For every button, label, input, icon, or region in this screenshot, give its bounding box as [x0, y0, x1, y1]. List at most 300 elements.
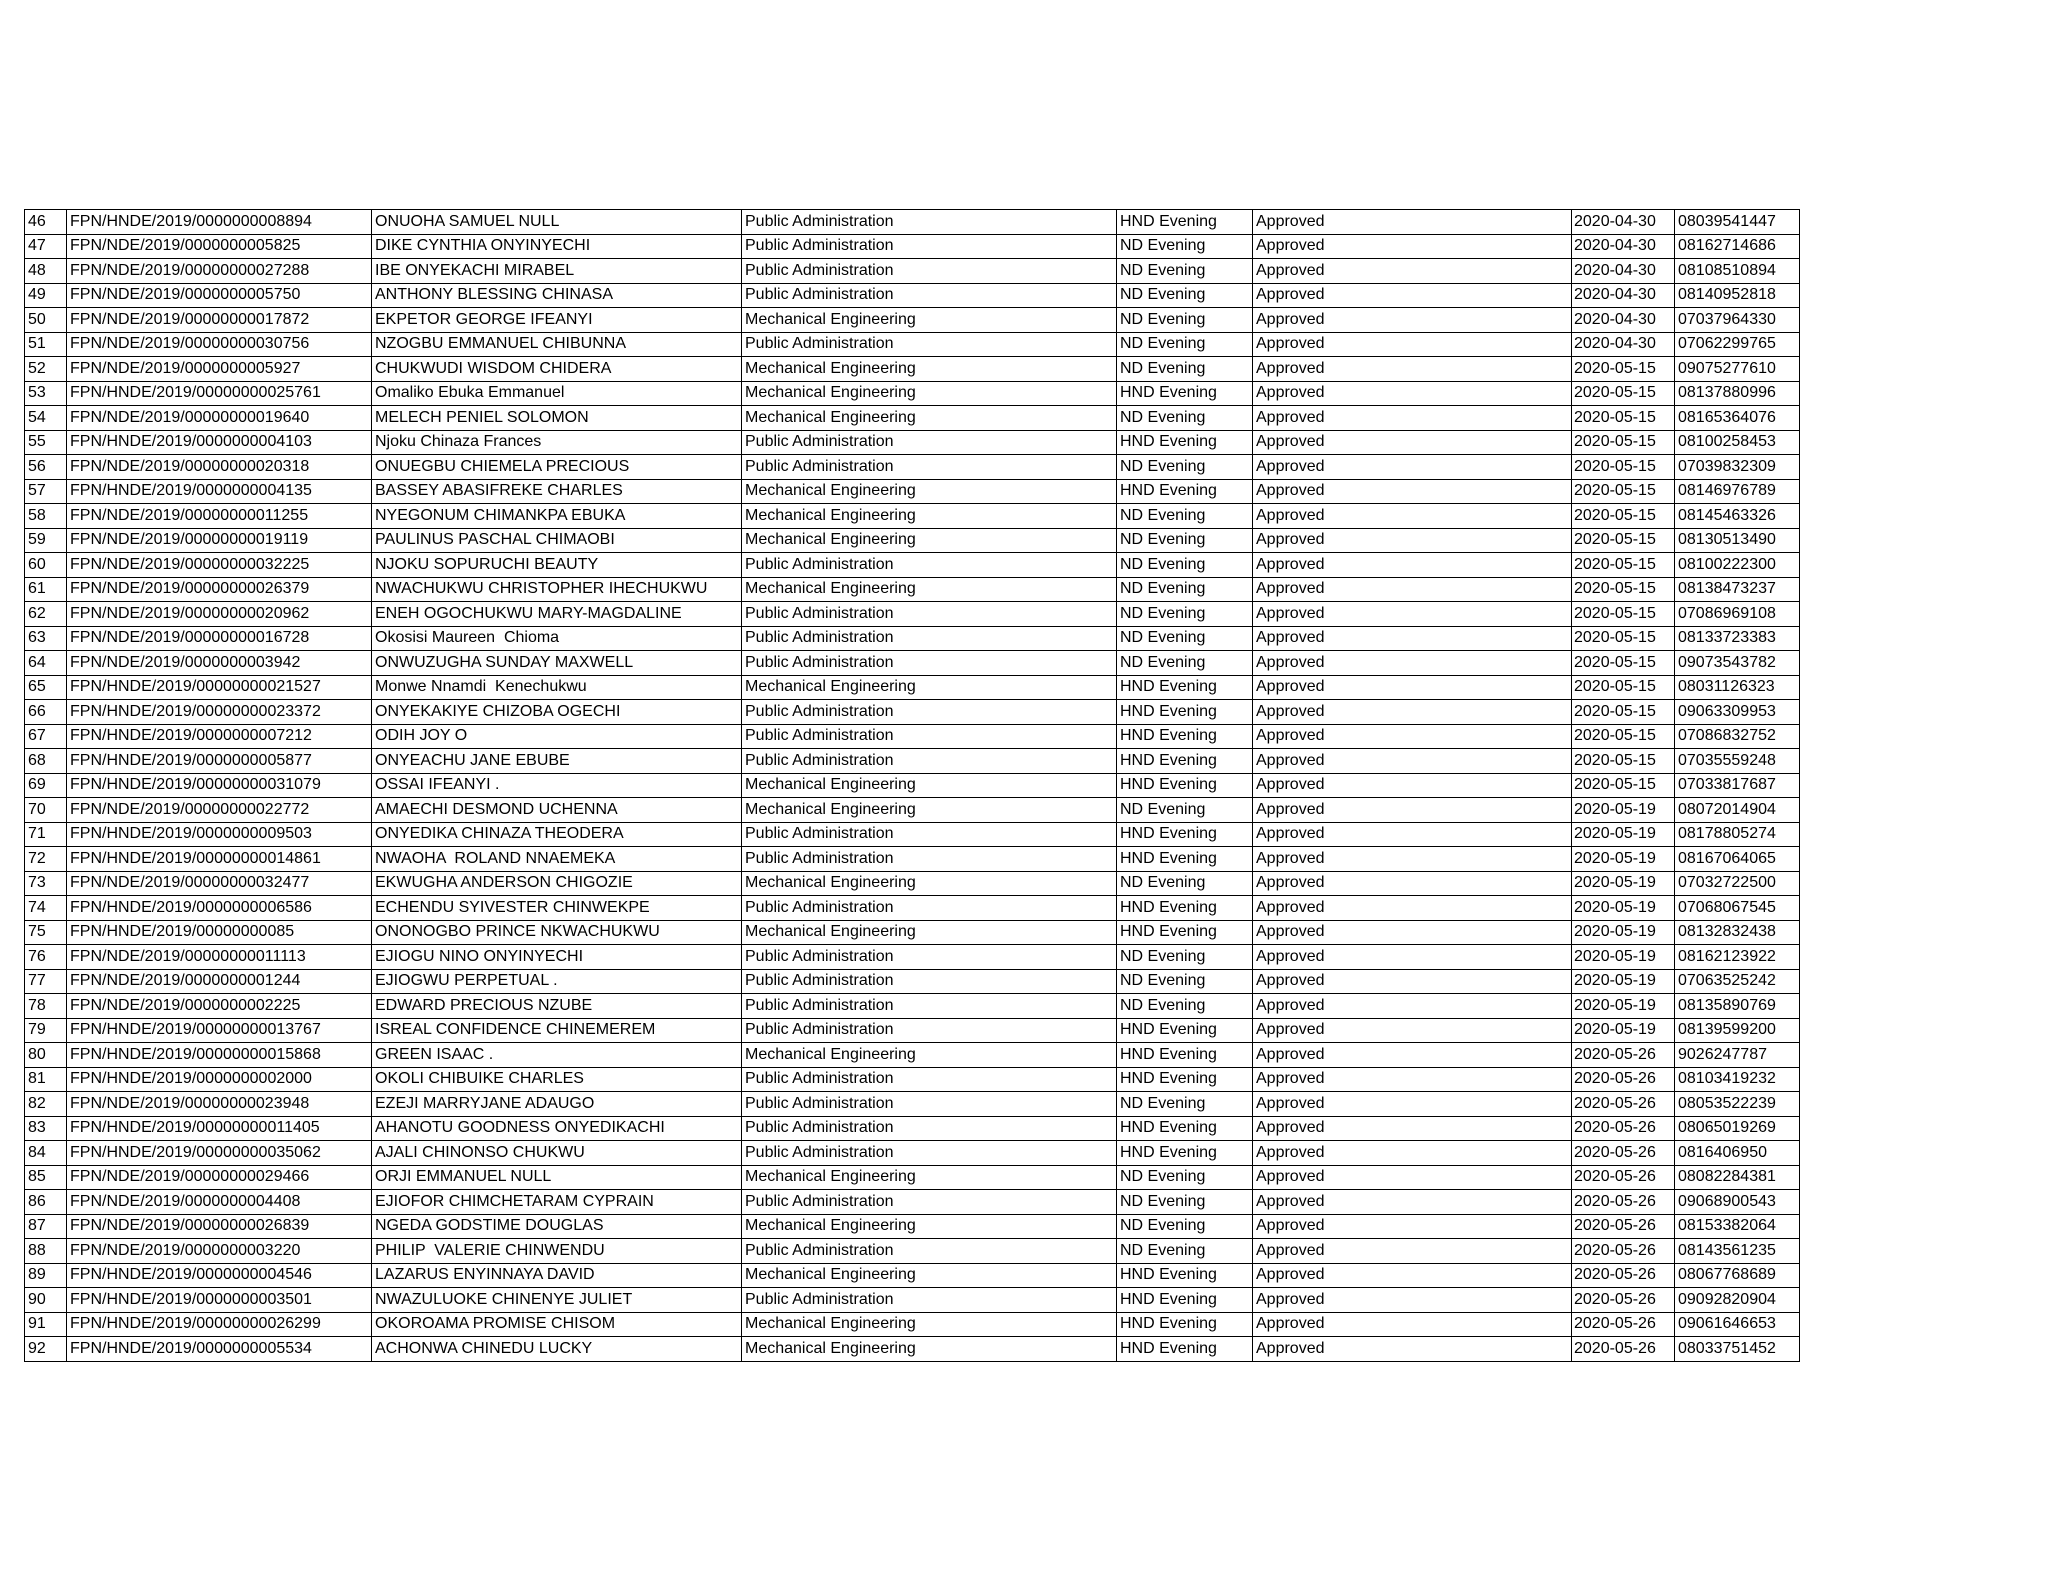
matric-number-cell: FPN/NDE/2019/00000000029466 — [67, 1165, 372, 1190]
matric-number-cell: FPN/NDE/2019/00000000017872 — [67, 308, 372, 333]
date-cell: 2020-05-15 — [1572, 430, 1675, 455]
student-name-cell: ACHONWA CHINEDU LUCKY — [372, 1337, 742, 1362]
table-row — [25, 283, 1800, 308]
row-number-cell: 90 — [25, 1288, 67, 1313]
status-cell: Approved — [1253, 920, 1572, 945]
programme-cell: ND Evening — [1117, 1165, 1253, 1190]
phone-number-cell: 07039832309 — [1675, 455, 1800, 480]
matric-number-cell: FPN/NDE/2019/00000000022772 — [67, 798, 372, 823]
row-number-cell: 82 — [25, 1092, 67, 1117]
row-number-cell: 48 — [25, 259, 67, 284]
row-number-cell: 59 — [25, 528, 67, 553]
programme-cell: HND Evening — [1117, 1312, 1253, 1337]
programme-cell: HND Evening — [1117, 381, 1253, 406]
table-row — [25, 234, 1800, 259]
department-cell: Mechanical Engineering — [742, 479, 1117, 504]
department-cell: Public Administration — [742, 994, 1117, 1019]
status-cell: Approved — [1253, 1141, 1572, 1166]
table-row — [25, 210, 1800, 235]
row-number-cell: 52 — [25, 357, 67, 382]
date-cell: 2020-04-30 — [1572, 283, 1675, 308]
table-row — [25, 994, 1800, 1019]
table-row — [25, 332, 1800, 357]
matric-number-cell: FPN/NDE/2019/00000000020318 — [67, 455, 372, 480]
table-row — [25, 920, 1800, 945]
date-cell: 2020-05-15 — [1572, 651, 1675, 676]
matric-number-cell: FPN/NDE/2019/0000000005825 — [67, 234, 372, 259]
phone-number-cell: 09075277610 — [1675, 357, 1800, 382]
phone-number-cell: 07063525242 — [1675, 969, 1800, 994]
row-number-cell: 73 — [25, 871, 67, 896]
phone-number-cell: 07032722500 — [1675, 871, 1800, 896]
phone-number-cell: 08146976789 — [1675, 479, 1800, 504]
row-number-cell: 68 — [25, 749, 67, 774]
phone-number-cell: 07086832752 — [1675, 724, 1800, 749]
status-cell: Approved — [1253, 602, 1572, 627]
date-cell: 2020-05-15 — [1572, 381, 1675, 406]
student-name-cell: NYEGONUM CHIMANKPA EBUKA — [372, 504, 742, 529]
table-row — [25, 357, 1800, 382]
table-row — [25, 479, 1800, 504]
matric-number-cell: FPN/NDE/2019/0000000002225 — [67, 994, 372, 1019]
matric-number-cell: FPN/NDE/2019/00000000016728 — [67, 626, 372, 651]
date-cell: 2020-05-15 — [1572, 700, 1675, 725]
phone-number-cell: 08135890769 — [1675, 994, 1800, 1019]
approval-table — [24, 209, 1800, 1362]
row-number-cell: 51 — [25, 332, 67, 357]
status-cell: Approved — [1253, 528, 1572, 553]
matric-number-cell: FPN/NDE/2019/00000000032477 — [67, 871, 372, 896]
date-cell: 2020-05-26 — [1572, 1116, 1675, 1141]
programme-cell: HND Evening — [1117, 1141, 1253, 1166]
programme-cell: HND Evening — [1117, 920, 1253, 945]
date-cell: 2020-05-19 — [1572, 798, 1675, 823]
student-name-cell: CHUKWUDI WISDOM CHIDERA — [372, 357, 742, 382]
matric-number-cell: FPN/NDE/2019/00000000011113 — [67, 945, 372, 970]
phone-number-cell: 08133723383 — [1675, 626, 1800, 651]
phone-number-cell: 08100222300 — [1675, 553, 1800, 578]
matric-number-cell: FPN/HNDE/2019/0000000002000 — [67, 1067, 372, 1092]
student-name-cell: GREEN ISAAC . — [372, 1043, 742, 1068]
status-cell: Approved — [1253, 1312, 1572, 1337]
table-row — [25, 798, 1800, 823]
department-cell: Public Administration — [742, 283, 1117, 308]
table-row — [25, 1190, 1800, 1215]
status-cell: Approved — [1253, 1018, 1572, 1043]
department-cell: Mechanical Engineering — [742, 1337, 1117, 1362]
date-cell: 2020-05-15 — [1572, 602, 1675, 627]
programme-cell: ND Evening — [1117, 577, 1253, 602]
programme-cell: ND Evening — [1117, 602, 1253, 627]
date-cell: 2020-05-26 — [1572, 1092, 1675, 1117]
row-number-cell: 78 — [25, 994, 67, 1019]
phone-number-cell: 08067768689 — [1675, 1263, 1800, 1288]
programme-cell: HND Evening — [1117, 210, 1253, 235]
row-number-cell: 57 — [25, 479, 67, 504]
table-row — [25, 1092, 1800, 1117]
table-row — [25, 504, 1800, 529]
matric-number-cell: FPN/HNDE/2019/0000000006586 — [67, 896, 372, 921]
department-cell: Public Administration — [742, 822, 1117, 847]
phone-number-cell: 0816406950 — [1675, 1141, 1800, 1166]
phone-number-cell: 08033751452 — [1675, 1337, 1800, 1362]
phone-number-cell: 09063309953 — [1675, 700, 1800, 725]
date-cell: 2020-05-19 — [1572, 822, 1675, 847]
programme-cell: HND Evening — [1117, 430, 1253, 455]
phone-number-cell: 08165364076 — [1675, 406, 1800, 431]
status-cell: Approved — [1253, 553, 1572, 578]
department-cell: Mechanical Engineering — [742, 577, 1117, 602]
student-name-cell: NJOKU SOPURUCHI BEAUTY — [372, 553, 742, 578]
department-cell: Public Administration — [742, 1116, 1117, 1141]
date-cell: 2020-05-19 — [1572, 871, 1675, 896]
status-cell: Approved — [1253, 406, 1572, 431]
programme-cell: ND Evening — [1117, 504, 1253, 529]
phone-number-cell: 08140952818 — [1675, 283, 1800, 308]
matric-number-cell: FPN/NDE/2019/0000000001244 — [67, 969, 372, 994]
programme-cell: HND Evening — [1117, 1337, 1253, 1362]
date-cell: 2020-05-19 — [1572, 969, 1675, 994]
phone-number-cell: 08082284381 — [1675, 1165, 1800, 1190]
department-cell: Public Administration — [742, 945, 1117, 970]
department-cell: Public Administration — [742, 1067, 1117, 1092]
phone-number-cell: 07035559248 — [1675, 749, 1800, 774]
programme-cell: HND Evening — [1117, 1263, 1253, 1288]
row-number-cell: 64 — [25, 651, 67, 676]
programme-cell: HND Evening — [1117, 724, 1253, 749]
department-cell: Public Administration — [742, 969, 1117, 994]
phone-number-cell: 08065019269 — [1675, 1116, 1800, 1141]
department-cell: Mechanical Engineering — [742, 871, 1117, 896]
phone-number-cell: 08137880996 — [1675, 381, 1800, 406]
matric-number-cell: FPN/HNDE/2019/00000000021527 — [67, 675, 372, 700]
student-name-cell: ECHENDU SYIVESTER CHINWEKPE — [372, 896, 742, 921]
table-row — [25, 528, 1800, 553]
date-cell: 2020-05-26 — [1572, 1263, 1675, 1288]
student-name-cell: ONYEDIKA CHINAZA THEODERA — [372, 822, 742, 847]
matric-number-cell: FPN/HNDE/2019/00000000025761 — [67, 381, 372, 406]
phone-number-cell: 08143561235 — [1675, 1239, 1800, 1264]
table-row — [25, 969, 1800, 994]
status-cell: Approved — [1253, 675, 1572, 700]
row-number-cell: 77 — [25, 969, 67, 994]
department-cell: Public Administration — [742, 700, 1117, 725]
date-cell: 2020-04-30 — [1572, 259, 1675, 284]
programme-cell: HND Evening — [1117, 1067, 1253, 1092]
date-cell: 2020-05-26 — [1572, 1141, 1675, 1166]
student-name-cell: Monwe Nnamdi Kenechukwu — [372, 675, 742, 700]
date-cell: 2020-05-15 — [1572, 455, 1675, 480]
programme-cell: HND Evening — [1117, 1288, 1253, 1313]
date-cell: 2020-05-15 — [1572, 528, 1675, 553]
matric-number-cell: FPN/NDE/2019/00000000030756 — [67, 332, 372, 357]
matric-number-cell: FPN/HNDE/2019/00000000014861 — [67, 847, 372, 872]
phone-number-cell: 08053522239 — [1675, 1092, 1800, 1117]
status-cell: Approved — [1253, 283, 1572, 308]
department-cell: Mechanical Engineering — [742, 1043, 1117, 1068]
phone-number-cell: 08153382064 — [1675, 1214, 1800, 1239]
row-number-cell: 92 — [25, 1337, 67, 1362]
status-cell: Approved — [1253, 332, 1572, 357]
department-cell: Public Administration — [742, 896, 1117, 921]
status-cell: Approved — [1253, 1043, 1572, 1068]
row-number-cell: 86 — [25, 1190, 67, 1215]
student-name-cell: ISREAL CONFIDENCE CHINEMEREM — [372, 1018, 742, 1043]
row-number-cell: 71 — [25, 822, 67, 847]
student-name-cell: EZEJI MARRYJANE ADAUGO — [372, 1092, 742, 1117]
status-cell: Approved — [1253, 994, 1572, 1019]
table-row — [25, 602, 1800, 627]
department-cell: Public Administration — [742, 626, 1117, 651]
department-cell: Public Administration — [742, 1018, 1117, 1043]
phone-number-cell: 07033817687 — [1675, 773, 1800, 798]
date-cell: 2020-05-15 — [1572, 479, 1675, 504]
department-cell: Public Administration — [742, 651, 1117, 676]
table-row — [25, 406, 1800, 431]
student-name-cell: MELECH PENIEL SOLOMON — [372, 406, 742, 431]
date-cell: 2020-05-26 — [1572, 1190, 1675, 1215]
row-number-cell: 50 — [25, 308, 67, 333]
department-cell: Mechanical Engineering — [742, 504, 1117, 529]
phone-number-cell: 08039541447 — [1675, 210, 1800, 235]
status-cell: Approved — [1253, 1092, 1572, 1117]
table-row — [25, 1165, 1800, 1190]
status-cell: Approved — [1253, 773, 1572, 798]
programme-cell: HND Evening — [1117, 1018, 1253, 1043]
student-name-cell: OSSAI IFEANYI . — [372, 773, 742, 798]
department-cell: Public Administration — [742, 455, 1117, 480]
student-name-cell: EJIOGU NINO ONYINYECHI — [372, 945, 742, 970]
phone-number-cell: 07068067545 — [1675, 896, 1800, 921]
department-cell: Public Administration — [742, 1190, 1117, 1215]
status-cell: Approved — [1253, 724, 1572, 749]
status-cell: Approved — [1253, 1337, 1572, 1362]
programme-cell: ND Evening — [1117, 871, 1253, 896]
department-cell: Mechanical Engineering — [742, 528, 1117, 553]
student-name-cell: NZOGBU EMMANUEL CHIBUNNA — [372, 332, 742, 357]
phone-number-cell: 09092820904 — [1675, 1288, 1800, 1313]
programme-cell: ND Evening — [1117, 357, 1253, 382]
matric-number-cell: FPN/HNDE/2019/0000000003501 — [67, 1288, 372, 1313]
status-cell: Approved — [1253, 798, 1572, 823]
programme-cell: HND Evening — [1117, 847, 1253, 872]
table-row — [25, 259, 1800, 284]
table-row — [25, 1239, 1800, 1264]
department-cell: Public Administration — [742, 259, 1117, 284]
status-cell: Approved — [1253, 1116, 1572, 1141]
table-row — [25, 1263, 1800, 1288]
department-cell: Mechanical Engineering — [742, 773, 1117, 798]
department-cell: Public Administration — [742, 1141, 1117, 1166]
department-cell: Mechanical Engineering — [742, 308, 1117, 333]
student-name-cell: ONYEKAKIYE CHIZOBA OGECHI — [372, 700, 742, 725]
student-name-cell: ONWUZUGHA SUNDAY MAXWELL — [372, 651, 742, 676]
department-cell: Public Administration — [742, 210, 1117, 235]
matric-number-cell: FPN/NDE/2019/00000000027288 — [67, 259, 372, 284]
row-number-cell: 61 — [25, 577, 67, 602]
programme-cell: ND Evening — [1117, 259, 1253, 284]
matric-number-cell: FPN/HNDE/2019/0000000005877 — [67, 749, 372, 774]
student-name-cell: ONYEACHU JANE EBUBE — [372, 749, 742, 774]
status-cell: Approved — [1253, 259, 1572, 284]
table-row — [25, 455, 1800, 480]
matric-number-cell: FPN/NDE/2019/00000000032225 — [67, 553, 372, 578]
row-number-cell: 85 — [25, 1165, 67, 1190]
table-row — [25, 381, 1800, 406]
row-number-cell: 88 — [25, 1239, 67, 1264]
matric-number-cell: FPN/HNDE/2019/0000000004103 — [67, 430, 372, 455]
phone-number-cell: 08100258453 — [1675, 430, 1800, 455]
matric-number-cell: FPN/NDE/2019/00000000019119 — [67, 528, 372, 553]
department-cell: Public Administration — [742, 332, 1117, 357]
student-name-cell: ORJI EMMANUEL NULL — [372, 1165, 742, 1190]
student-name-cell: NWAZULUOKE CHINENYE JULIET — [372, 1288, 742, 1313]
row-number-cell: 91 — [25, 1312, 67, 1337]
date-cell: 2020-05-19 — [1572, 994, 1675, 1019]
table-row — [25, 1116, 1800, 1141]
phone-number-cell: 08103419232 — [1675, 1067, 1800, 1092]
date-cell: 2020-05-26 — [1572, 1337, 1675, 1362]
table-row — [25, 430, 1800, 455]
matric-number-cell: FPN/NDE/2019/00000000026839 — [67, 1214, 372, 1239]
row-number-cell: 74 — [25, 896, 67, 921]
matric-number-cell: FPN/HNDE/2019/0000000004135 — [67, 479, 372, 504]
department-cell: Public Administration — [742, 553, 1117, 578]
status-cell: Approved — [1253, 455, 1572, 480]
row-number-cell: 53 — [25, 381, 67, 406]
programme-cell: ND Evening — [1117, 969, 1253, 994]
status-cell: Approved — [1253, 1263, 1572, 1288]
phone-number-cell: 08178805274 — [1675, 822, 1800, 847]
department-cell: Mechanical Engineering — [742, 1165, 1117, 1190]
phone-number-cell: 07086969108 — [1675, 602, 1800, 627]
phone-number-cell: 08139599200 — [1675, 1018, 1800, 1043]
table-row — [25, 945, 1800, 970]
programme-cell: ND Evening — [1117, 332, 1253, 357]
status-cell: Approved — [1253, 504, 1572, 529]
row-number-cell: 76 — [25, 945, 67, 970]
department-cell: Mechanical Engineering — [742, 357, 1117, 382]
matric-number-cell: FPN/NDE/2019/00000000023948 — [67, 1092, 372, 1117]
status-cell: Approved — [1253, 822, 1572, 847]
department-cell: Mechanical Engineering — [742, 1263, 1117, 1288]
date-cell: 2020-04-30 — [1572, 234, 1675, 259]
department-cell: Public Administration — [742, 1092, 1117, 1117]
date-cell: 2020-05-19 — [1572, 1018, 1675, 1043]
student-name-cell: ONUOHA SAMUEL NULL — [372, 210, 742, 235]
student-name-cell: BASSEY ABASIFREKE CHARLES — [372, 479, 742, 504]
department-cell: Mechanical Engineering — [742, 406, 1117, 431]
department-cell: Public Administration — [742, 1288, 1117, 1313]
status-cell: Approved — [1253, 308, 1572, 333]
table-row — [25, 1337, 1800, 1362]
status-cell: Approved — [1253, 749, 1572, 774]
table-row — [25, 896, 1800, 921]
row-number-cell: 70 — [25, 798, 67, 823]
student-name-cell: ODIH JOY O — [372, 724, 742, 749]
programme-cell: ND Evening — [1117, 626, 1253, 651]
department-cell: Public Administration — [742, 749, 1117, 774]
matric-number-cell: FPN/HNDE/2019/0000000009503 — [67, 822, 372, 847]
row-number-cell: 58 — [25, 504, 67, 529]
matric-number-cell: FPN/HNDE/2019/0000000005534 — [67, 1337, 372, 1362]
row-number-cell: 66 — [25, 700, 67, 725]
row-number-cell: 81 — [25, 1067, 67, 1092]
programme-cell: ND Evening — [1117, 945, 1253, 970]
student-name-cell: EJIOGWU PERPETUAL . — [372, 969, 742, 994]
programme-cell: ND Evening — [1117, 283, 1253, 308]
programme-cell: ND Evening — [1117, 1214, 1253, 1239]
date-cell: 2020-05-19 — [1572, 945, 1675, 970]
status-cell: Approved — [1253, 1067, 1572, 1092]
date-cell: 2020-05-15 — [1572, 406, 1675, 431]
matric-number-cell: FPN/NDE/2019/0000000004408 — [67, 1190, 372, 1215]
date-cell: 2020-05-15 — [1572, 504, 1675, 529]
student-name-cell: EKWUGHA ANDERSON CHIGOZIE — [372, 871, 742, 896]
row-number-cell: 46 — [25, 210, 67, 235]
matric-number-cell: FPN/NDE/2019/0000000003220 — [67, 1239, 372, 1264]
date-cell: 2020-05-19 — [1572, 920, 1675, 945]
date-cell: 2020-05-15 — [1572, 675, 1675, 700]
row-number-cell: 54 — [25, 406, 67, 431]
phone-number-cell: 07037964330 — [1675, 308, 1800, 333]
phone-number-cell: 07062299765 — [1675, 332, 1800, 357]
row-number-cell: 83 — [25, 1116, 67, 1141]
student-name-cell: ANTHONY BLESSING CHINASA — [372, 283, 742, 308]
status-cell: Approved — [1253, 626, 1572, 651]
matric-number-cell: FPN/HNDE/2019/00000000015868 — [67, 1043, 372, 1068]
date-cell: 2020-04-30 — [1572, 308, 1675, 333]
department-cell: Public Administration — [742, 724, 1117, 749]
phone-number-cell: 08162123922 — [1675, 945, 1800, 970]
date-cell: 2020-05-26 — [1572, 1312, 1675, 1337]
row-number-cell: 65 — [25, 675, 67, 700]
status-cell: Approved — [1253, 896, 1572, 921]
student-name-cell: LAZARUS ENYINNAYA DAVID — [372, 1263, 742, 1288]
status-cell: Approved — [1253, 945, 1572, 970]
department-cell: Mechanical Engineering — [742, 381, 1117, 406]
status-cell: Approved — [1253, 871, 1572, 896]
matric-number-cell: FPN/HNDE/2019/00000000031079 — [67, 773, 372, 798]
programme-cell: HND Evening — [1117, 1116, 1253, 1141]
table-row — [25, 577, 1800, 602]
date-cell: 2020-05-15 — [1572, 626, 1675, 651]
matric-number-cell: FPN/HNDE/2019/0000000007212 — [67, 724, 372, 749]
row-number-cell: 55 — [25, 430, 67, 455]
programme-cell: HND Evening — [1117, 1043, 1253, 1068]
department-cell: Public Administration — [742, 847, 1117, 872]
row-number-cell: 75 — [25, 920, 67, 945]
student-name-cell: AJALI CHINONSO CHUKWU — [372, 1141, 742, 1166]
department-cell: Public Administration — [742, 602, 1117, 627]
programme-cell: ND Evening — [1117, 234, 1253, 259]
date-cell: 2020-05-19 — [1572, 896, 1675, 921]
date-cell: 2020-05-15 — [1572, 553, 1675, 578]
row-number-cell: 56 — [25, 455, 67, 480]
student-name-cell: Omaliko Ebuka Emmanuel — [372, 381, 742, 406]
department-cell: Public Administration — [742, 1239, 1117, 1264]
programme-cell: ND Evening — [1117, 553, 1253, 578]
programme-cell: ND Evening — [1117, 994, 1253, 1019]
status-cell: Approved — [1253, 479, 1572, 504]
phone-number-cell: 09073543782 — [1675, 651, 1800, 676]
matric-number-cell: FPN/NDE/2019/00000000026379 — [67, 577, 372, 602]
status-cell: Approved — [1253, 430, 1572, 455]
date-cell: 2020-05-19 — [1572, 847, 1675, 872]
table-row — [25, 1067, 1800, 1092]
table-row — [25, 700, 1800, 725]
student-name-cell: NWAOHA ROLAND NNAEMEKA — [372, 847, 742, 872]
